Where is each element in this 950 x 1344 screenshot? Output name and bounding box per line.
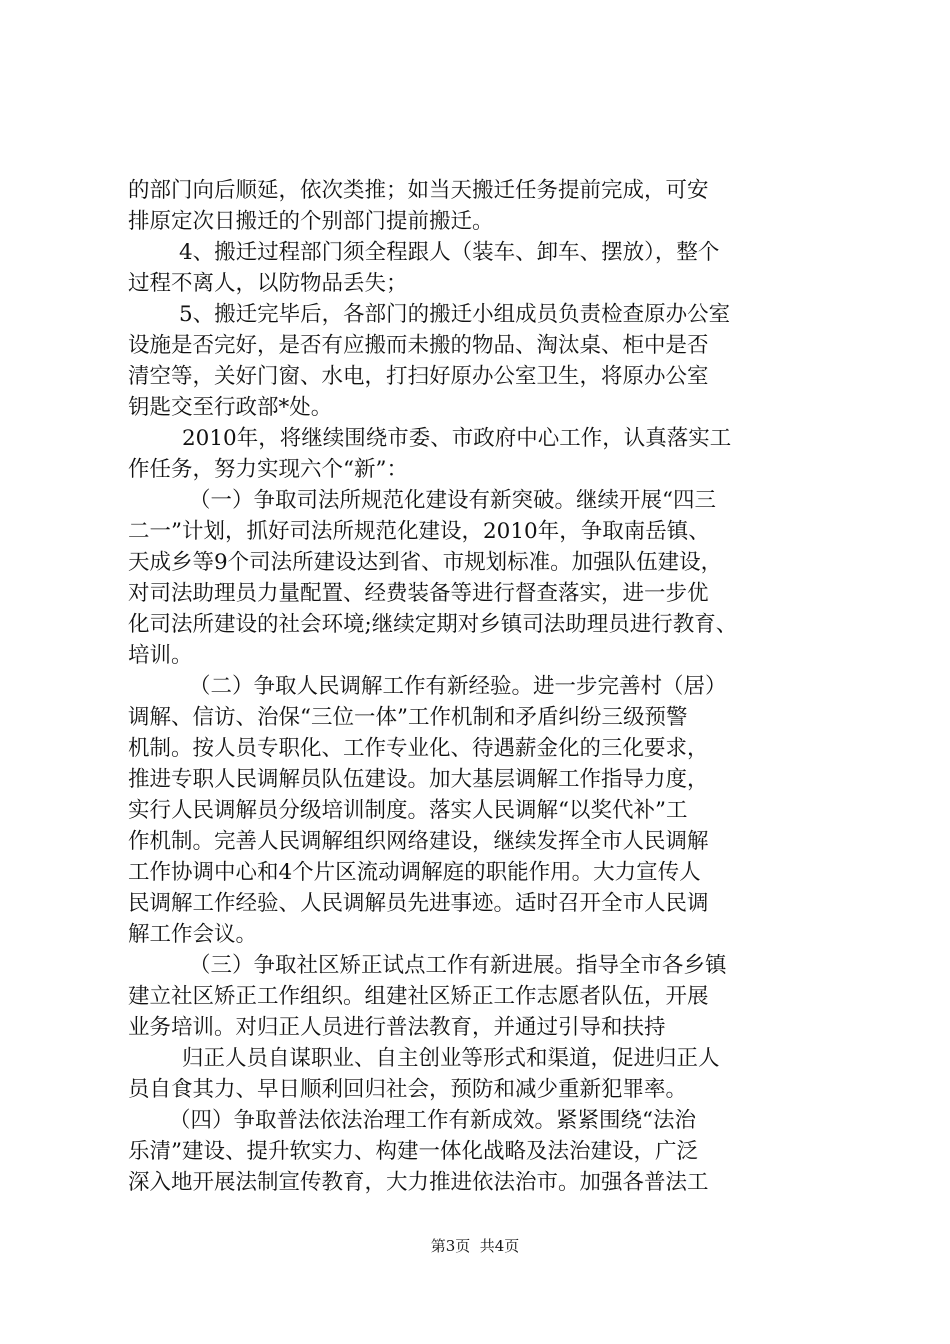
text-line: 工作协调中心和4个片区流动调解庭的职能作用。大力宣传人 (128, 860, 701, 885)
text-line: 清空等，关好门窗、水电，打扫好原办公室卫生，将原办公室 (128, 364, 709, 389)
text-line: 钥匙交至行政部*处。 (128, 395, 333, 420)
text-line: 作机制。完善人民调解组织网络建设，继续发挥全市人民调解 (128, 829, 709, 854)
text-line: （一）争取司法所规范化建设有新突破。继续开展“四三 (189, 488, 716, 513)
text-line: 5、搬迁完毕后，各部门的搬迁小组成员负责检查原办公室 (179, 302, 731, 327)
text-line: 深入地开展法制宣传教育，大力推进依法治市。加强各普法工 (128, 1170, 709, 1195)
text-line: （二）争取人民调解工作有新经验。进一步完善村（居） (189, 674, 727, 699)
text-line: 设施是否完好，是否有应搬而未搬的物品、淘汰桌、柜中是否 (128, 333, 709, 358)
page-number: 第3页 共4页 (430, 1237, 520, 1255)
text-line: 建立社区矫正工作组织。组建社区矫正工作志愿者队伍，开展 (128, 984, 709, 1009)
text-line: 作任务，努力实现六个“新”： (128, 457, 408, 482)
text-line: 乐清”建设、提升软实力、构建一体化战略及法治建设，广泛 (128, 1139, 698, 1164)
text-line: 业务培训。对归正人员进行普法教育，并通过引导和扶持 (128, 1015, 666, 1040)
text-line: 推进专职人民调解员队伍建设。加大基层调解工作指导力度， (128, 767, 709, 792)
text-line: 归正人员自谋职业、自主创业等形式和渠道，促进归正人 (182, 1046, 720, 1071)
text-line: （三）争取社区矫正试点工作有新进展。指导全市各乡镇 (189, 953, 727, 978)
document-body (128, 175, 828, 1198)
text-line: 过程不离人，以防物品丢失； (128, 271, 408, 296)
text-line: 对司法助理员力量配置、经费装备等进行督查落实，进一步优 (128, 581, 709, 606)
text-line: 天成乡等9个司法所建设达到省、市规划标准。加强队伍建设， (128, 550, 723, 575)
text-line: 化司法所建设的社会环境;继续定期对乡镇司法助理员进行教育、 (128, 612, 738, 637)
text-line: 调解、信访、治保“三位一体”工作机制和矛盾纠纷三级预警 (128, 705, 688, 730)
text-line: （四）争取普法依法治理工作有新成效。紧紧围绕“法治 (169, 1108, 696, 1133)
text-line: 二一”计划，抓好司法所规范化建设，2010年，争取南岳镇、 (128, 519, 710, 544)
text-line: 4、搬迁过程部门须全程跟人（装车、卸车、摆放），整个 (179, 240, 720, 265)
text-line: 民调解工作经验、人民调解员先进事迹。适时召开全市人民调 (128, 891, 709, 916)
text-line: 机制。按人员专职化、工作专业化、待遇薪金化的三化要求， (128, 736, 709, 761)
text-line: 实行人民调解员分级培训制度。落实人民调解“以奖代补”工 (128, 798, 688, 823)
text-line: 的部门向后顺延，依次类推；如当天搬迁任务提前完成，可安 (128, 178, 709, 203)
text-line: 解工作会议。 (128, 922, 258, 947)
text-line: 排原定次日搬迁的个别部门提前搬迁。 (128, 209, 494, 234)
text-line: 员自食其力、早日顺利回归社会，预防和减少重新犯罪率。 (128, 1077, 688, 1102)
text-line: 培训。 (128, 643, 193, 668)
text-line: 2010年，将继续围绕市委、市政府中心工作，认真落实工 (182, 426, 732, 451)
